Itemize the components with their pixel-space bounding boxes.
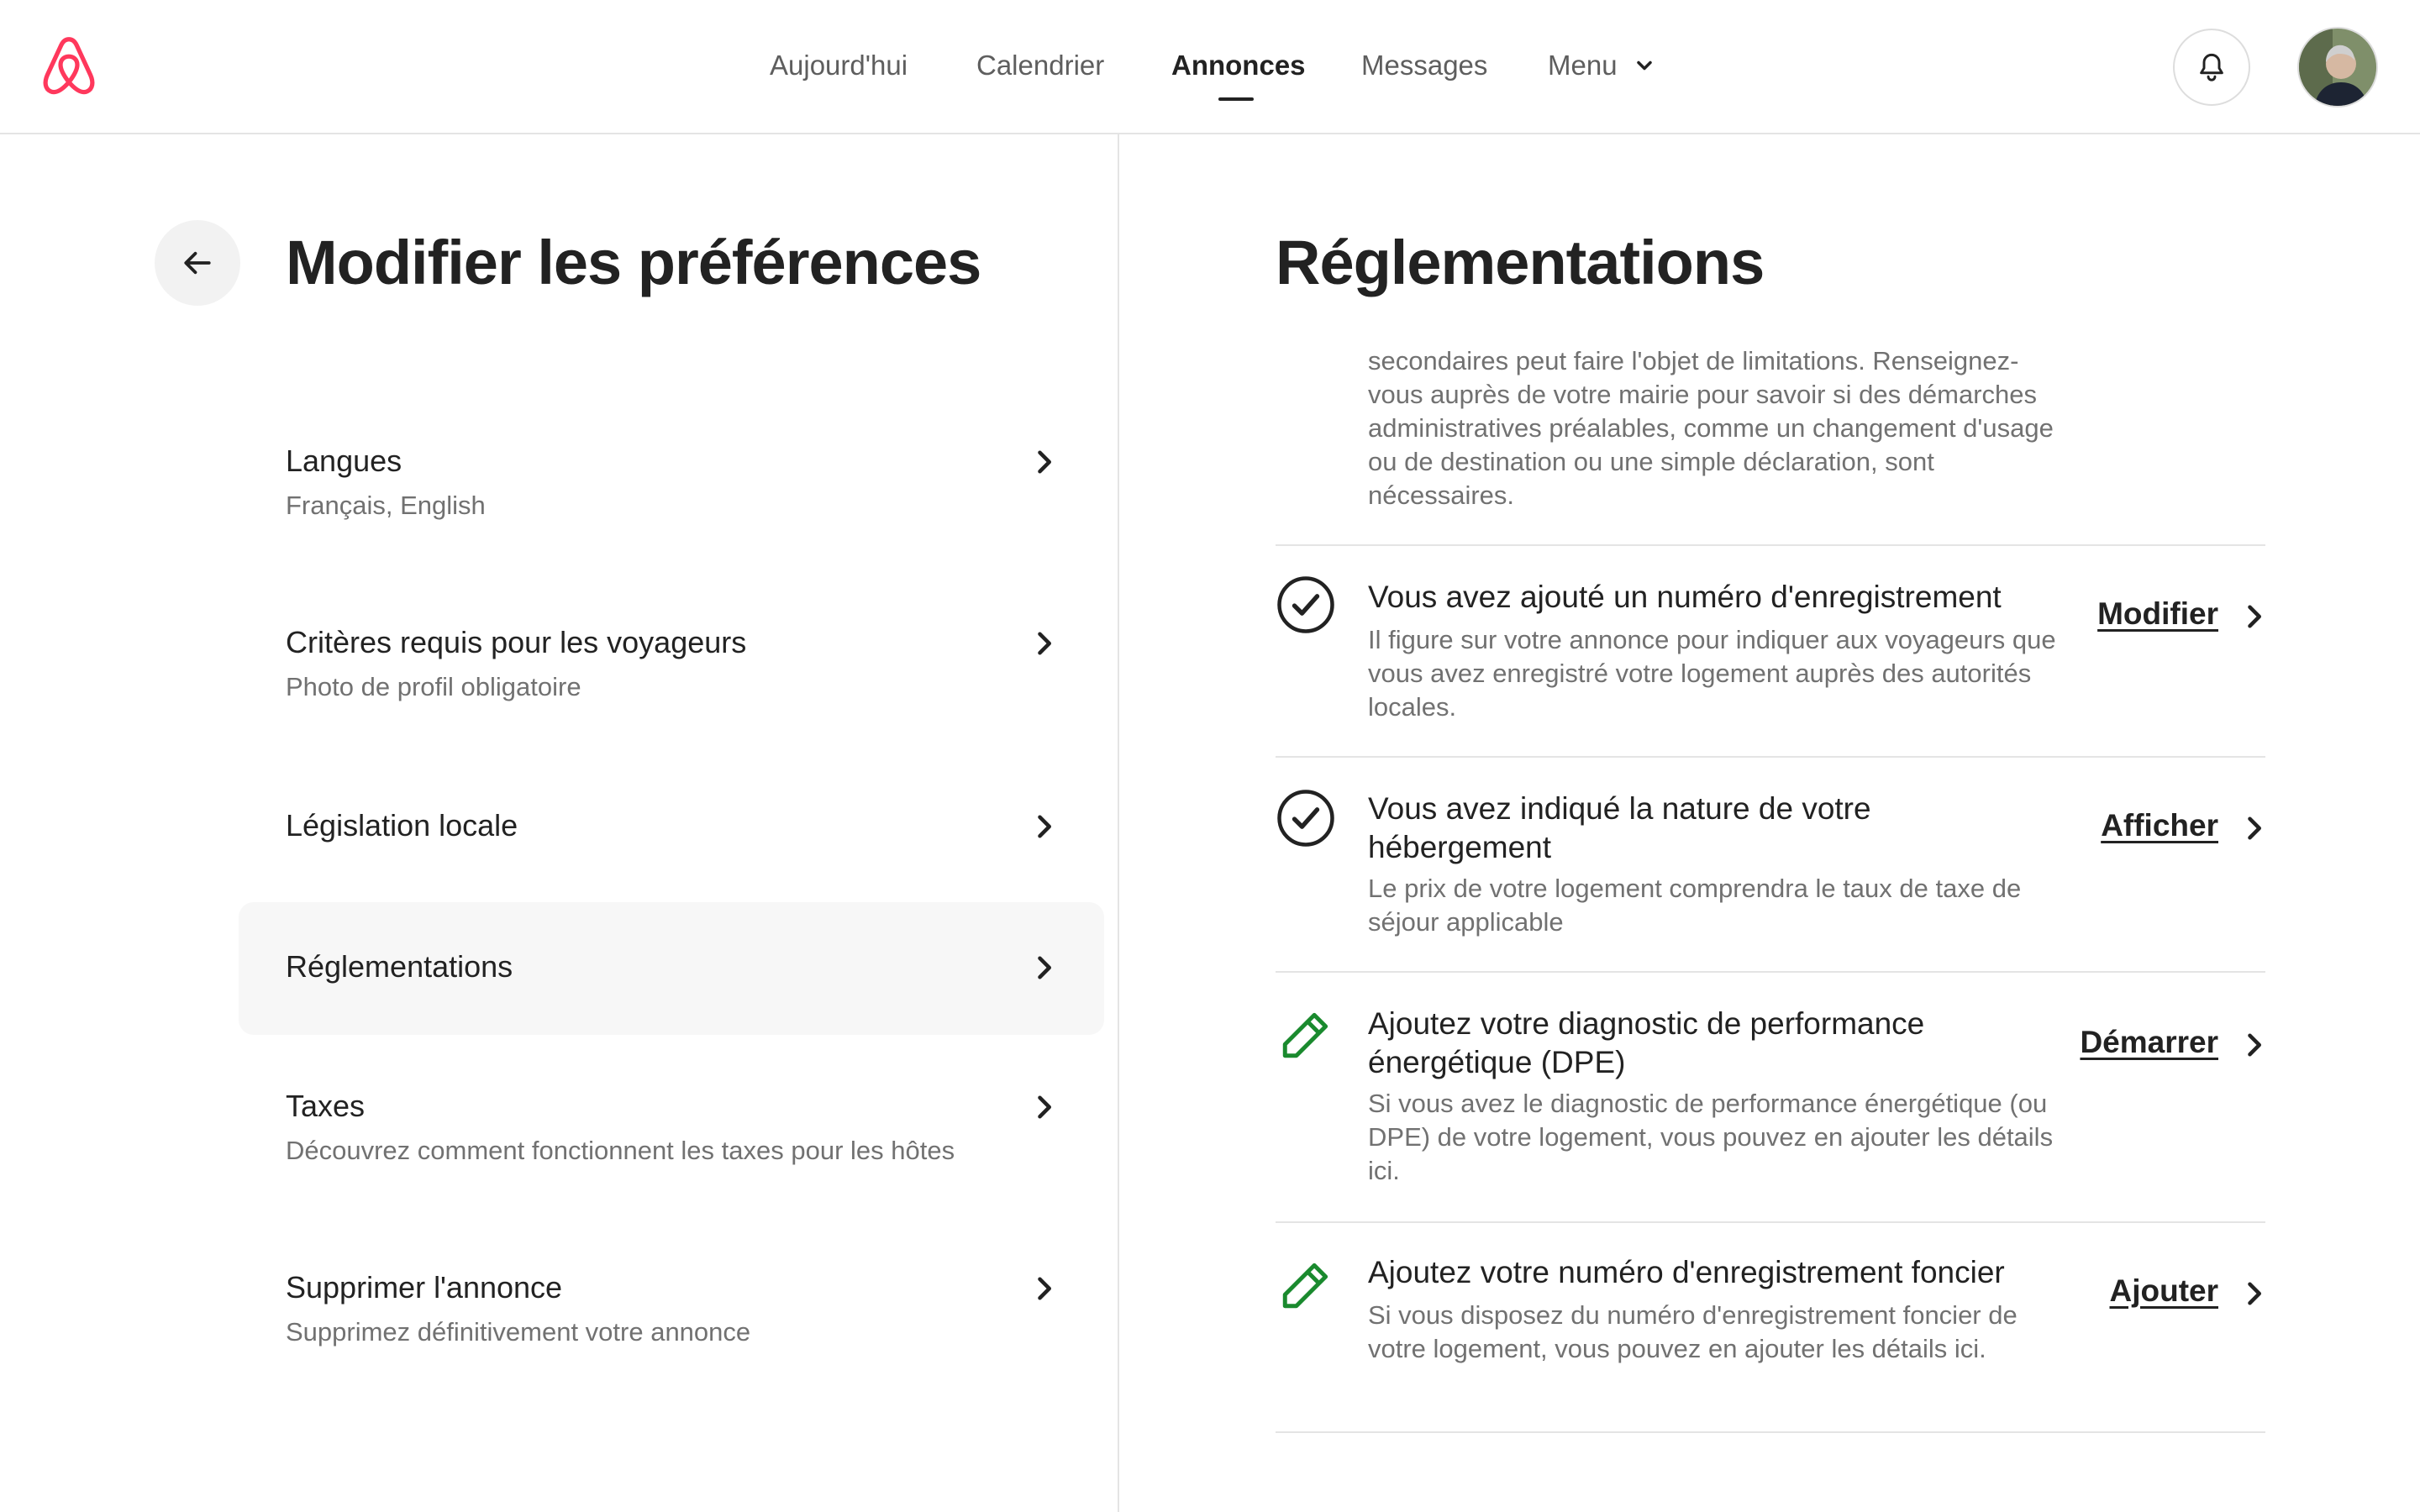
menu-item-label: Langues bbox=[286, 444, 402, 478]
divider bbox=[1276, 544, 2265, 546]
menu-item-subtitle: Supprimez définitivement votre annonce bbox=[286, 1317, 751, 1347]
chevron-right-icon bbox=[2238, 1030, 2269, 1060]
regulation-title: Vous avez ajouté un numéro d'enregistrement bbox=[1368, 580, 2002, 614]
menu-item-delete-listing[interactable] bbox=[239, 1253, 1104, 1388]
bell-icon bbox=[2196, 52, 2227, 82]
regulation-title: Ajoutez votre diagnostic de performance énergétique (DPE) bbox=[1368, 1006, 1925, 1079]
chevron-right-icon bbox=[1028, 953, 1059, 983]
nav-active-indicator bbox=[1218, 97, 1254, 101]
divider bbox=[1276, 1221, 2265, 1223]
menu-item-label: Réglementations bbox=[286, 949, 513, 984]
chevron-right-icon bbox=[2238, 813, 2269, 843]
nav-messages[interactable]: Messages bbox=[1361, 50, 1488, 81]
regulation-title: Vous avez indiqué la nature de votre hébergement bbox=[1368, 791, 1871, 864]
menu-item-label: Taxes bbox=[286, 1089, 366, 1123]
page-title: Modifier les préférences bbox=[286, 227, 981, 297]
nav-menu-label: Menu bbox=[1548, 50, 1618, 81]
divider bbox=[1276, 756, 2265, 758]
chevron-right-icon bbox=[1028, 1273, 1059, 1304]
arrow-left-icon bbox=[181, 246, 214, 280]
menu-item-label: Critères requis pour les voyageurs bbox=[286, 625, 747, 659]
view-accommodation-link[interactable]: Afficher bbox=[2101, 808, 2218, 843]
menu-item-subtitle: Français, English bbox=[286, 491, 486, 520]
section-title: Réglementations bbox=[1276, 227, 1765, 297]
edit-registration-link[interactable]: Modifier bbox=[2097, 596, 2218, 631]
regulations-intro: secondaires peut faire l'objet de limitations. Renseignez-vous auprès de votre mairie pour savoir si des démarches administratives préalables, comme un changement d'usage ou de destination ou une simple déclaration, sont nécessaires. bbox=[1368, 346, 2054, 510]
chevron-right-icon bbox=[1028, 1092, 1059, 1122]
nav-listings[interactable]: Annonces bbox=[1171, 50, 1306, 81]
regulation-title: Ajoutez votre numéro d'enregistrement foncier bbox=[1368, 1255, 2005, 1289]
menu-item-label: Supprimer l'annonce bbox=[286, 1270, 563, 1305]
panel-divider bbox=[1118, 134, 1119, 1512]
pencil-icon bbox=[1276, 1005, 1336, 1065]
chevron-right-icon bbox=[2238, 1278, 2269, 1309]
regulation-description: Si vous avez le diagnostic de performance énergétique (ou DPE) de votre logement, vous pouvez en ajouter les détails ici. bbox=[1368, 1089, 2054, 1185]
menu-item-regulations[interactable] bbox=[239, 902, 1104, 1035]
start-dpe-link[interactable]: Démarrer bbox=[2080, 1025, 2218, 1059]
add-land-registration-link[interactable]: Ajouter bbox=[2109, 1273, 2218, 1308]
chevron-right-icon bbox=[1028, 628, 1059, 659]
chevron-right-icon bbox=[2238, 601, 2269, 632]
regulation-description: Le prix de votre logement comprendra le taux de taxe de séjour applicable bbox=[1368, 874, 2022, 937]
top-header bbox=[0, 0, 2420, 134]
divider bbox=[1276, 1431, 2265, 1433]
regulation-description: Il figure sur votre annonce pour indiquer aux voyageurs que vous avez enregistré votre logement auprès des autorités locales. bbox=[1368, 625, 2056, 722]
nav-today[interactable]: Aujourd'hui bbox=[770, 50, 908, 81]
chevron-right-icon bbox=[1028, 447, 1059, 477]
menu-item-local-laws[interactable] bbox=[239, 790, 1104, 865]
notifications-button[interactable] bbox=[2173, 29, 2250, 106]
regulation-description: Si vous disposez du numéro d'enregistrement foncier de votre logement, vous pouvez en ajouter les détails ici. bbox=[1368, 1300, 2018, 1363]
menu-item-guest-requirements[interactable] bbox=[239, 608, 1104, 743]
chevron-right-icon bbox=[1028, 811, 1059, 842]
nav-calendar[interactable]: Calendrier bbox=[976, 50, 1105, 81]
chevron-down-icon bbox=[1633, 54, 1656, 77]
menu-item-subtitle: Photo de profil obligatoire bbox=[286, 672, 581, 701]
menu-item-subtitle: Découvrez comment fonctionnent les taxes pour les hôtes bbox=[286, 1136, 955, 1165]
divider bbox=[1276, 971, 2265, 973]
menu-item-taxes[interactable] bbox=[239, 1072, 1104, 1206]
check-circle-icon bbox=[1276, 788, 1336, 848]
menu-item-languages[interactable] bbox=[239, 427, 1104, 561]
main-nav bbox=[0, 0, 2420, 134]
menu-item-label: Législation locale bbox=[286, 808, 518, 843]
nav-menu[interactable] bbox=[1548, 47, 1656, 84]
pencil-icon bbox=[1276, 1255, 1336, 1315]
check-circle-icon bbox=[1276, 575, 1336, 635]
back-button[interactable] bbox=[155, 220, 240, 306]
avatar[interactable] bbox=[2297, 27, 2378, 108]
